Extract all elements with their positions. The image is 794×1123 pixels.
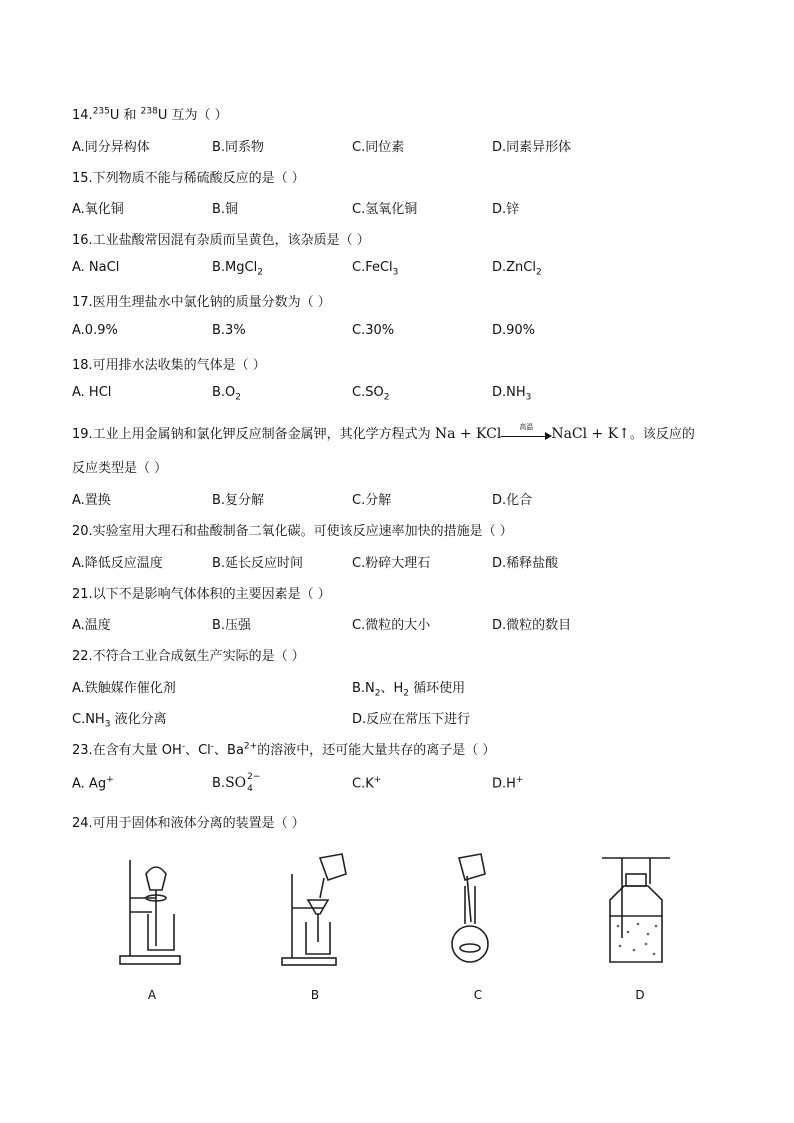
q23-option-a: A. Ag+	[72, 775, 114, 792]
apparatus-c-diagram	[445, 850, 515, 970]
q16-option-d: D.ZnCl$_2$	[492, 260, 542, 278]
q15-option-d: D.锌	[492, 202, 520, 217]
q15-option-b: B.铜	[212, 202, 239, 217]
q23-option-c: C.K+	[352, 775, 382, 792]
equation-right: NaCl + K↑	[551, 426, 630, 442]
q18-option-c: $C.SO_2$	[352, 385, 390, 403]
q18-option-a: A. HCl	[72, 385, 112, 400]
q17-option-d: D.90%	[492, 323, 536, 338]
q21-option-c: C.微粒的大小	[352, 618, 431, 633]
q14-option-a: A.同分异构体	[72, 140, 150, 155]
apparatus-b-diagram	[280, 850, 350, 970]
q20-option-d: D.稀释盐酸	[492, 556, 559, 571]
q23-option-d: D.H+	[492, 775, 524, 792]
apparatus-a-diagram	[116, 850, 186, 970]
apparatus-b-label: B	[310, 988, 320, 1002]
question-16-stem: 16.工业盐酸常因混有杂质而呈黄色，该杂质是（ ）	[72, 233, 370, 248]
question-20-stem: 20.实验室用大理石和盐酸制备二氧化碳。可使该反应速率加快的措施是（ ）	[72, 524, 513, 539]
question-22-stem: 22.不符合工业合成氨生产实际的是（ ）	[72, 649, 305, 664]
q18-option-d: $D.NH_3$	[492, 385, 532, 403]
q23-option-b: B.SO 2− 4	[212, 771, 261, 794]
q22-option-c: $C.NH_3$ 液化分离	[72, 712, 167, 730]
q20-option-c: C.粉碎大理石	[352, 556, 431, 571]
q14-option-b: B.同系物	[212, 140, 265, 155]
question-17-stem: 17.医用生理盐水中氯化钠的质量分数为（ ）	[72, 295, 331, 310]
question-23-stem: 23.在含有大量 OH-、Cl-、$Ba^{2+}$的溶液中，还可能大量共存的离子是（ ）	[72, 741, 496, 758]
q19-option-d: D.化合	[492, 493, 533, 508]
equation-left: Na + KCl	[434, 426, 502, 442]
question-24-stem: 24.可用于固体和液体分离的装置是（ ）	[72, 816, 305, 831]
apparatus-a-label: A	[147, 988, 157, 1002]
reaction-arrow	[501, 422, 551, 442]
q16-option-b: B.MgCl$_2$	[212, 260, 263, 278]
question-19-stem-line2: 反应类型是（ ）	[72, 461, 168, 476]
question-21-stem: 21.以下不是影响气体体积的主要因素是（ ）	[72, 587, 331, 602]
q14-option-d: D.同素异形体	[492, 140, 572, 155]
q20-option-a: A.降低反应温度	[72, 556, 163, 571]
q15-option-a: A.氧化铜	[72, 202, 124, 217]
q22-option-a: A.铁触媒作催化剂	[72, 681, 176, 696]
q17-option-c: C.30%	[352, 323, 395, 338]
question-19-stem: 19.工业上用金属钠和氯化钾反应制备金属钾，其化学方程式为 Na + KCl 高温 NaCl + K↑。该反应的	[72, 422, 695, 442]
q17-option-b: B.3%	[212, 323, 246, 338]
apparatus-c-label: C	[473, 988, 483, 1002]
apparatus-d-diagram	[600, 850, 670, 970]
q19-option-c: C.分解	[352, 493, 392, 508]
q15-option-c: C.氢氧化铜	[352, 202, 418, 217]
q14-option-c: C.同位素	[352, 140, 405, 155]
reaction-condition: 高温	[519, 422, 534, 431]
q21-option-b: B.压强	[212, 618, 252, 633]
q19-option-a: A.置换	[72, 493, 111, 508]
q21-option-a: A.温度	[72, 618, 111, 633]
q22-option-d: D.反应在常压下进行	[352, 712, 471, 727]
apparatus-d-label: D	[635, 988, 645, 1002]
question-15-stem: 15.下列物质不能与稀硫酸反应的是（ ）	[72, 171, 305, 186]
q16-option-a: A. NaCl	[72, 260, 120, 275]
question-14-stem: 14.$^{235}$U 和 $^{238}$U 互为（ ）	[72, 106, 228, 123]
q19-option-b: B.复分解	[212, 493, 265, 508]
q22-option-b: $B.N_2$、$H_2$ 循环使用	[352, 681, 466, 699]
q18-option-b: $B.O_2$	[212, 385, 242, 403]
q21-option-d: D.微粒的数目	[492, 618, 572, 633]
q16-option-c: C.FeCl$_3$	[352, 260, 399, 278]
q17-option-a: A.0.9%	[72, 323, 118, 338]
q20-option-b: B.延长反应时间	[212, 556, 304, 571]
question-18-stem: 18.可用排水法收集的气体是（ ）	[72, 358, 266, 373]
